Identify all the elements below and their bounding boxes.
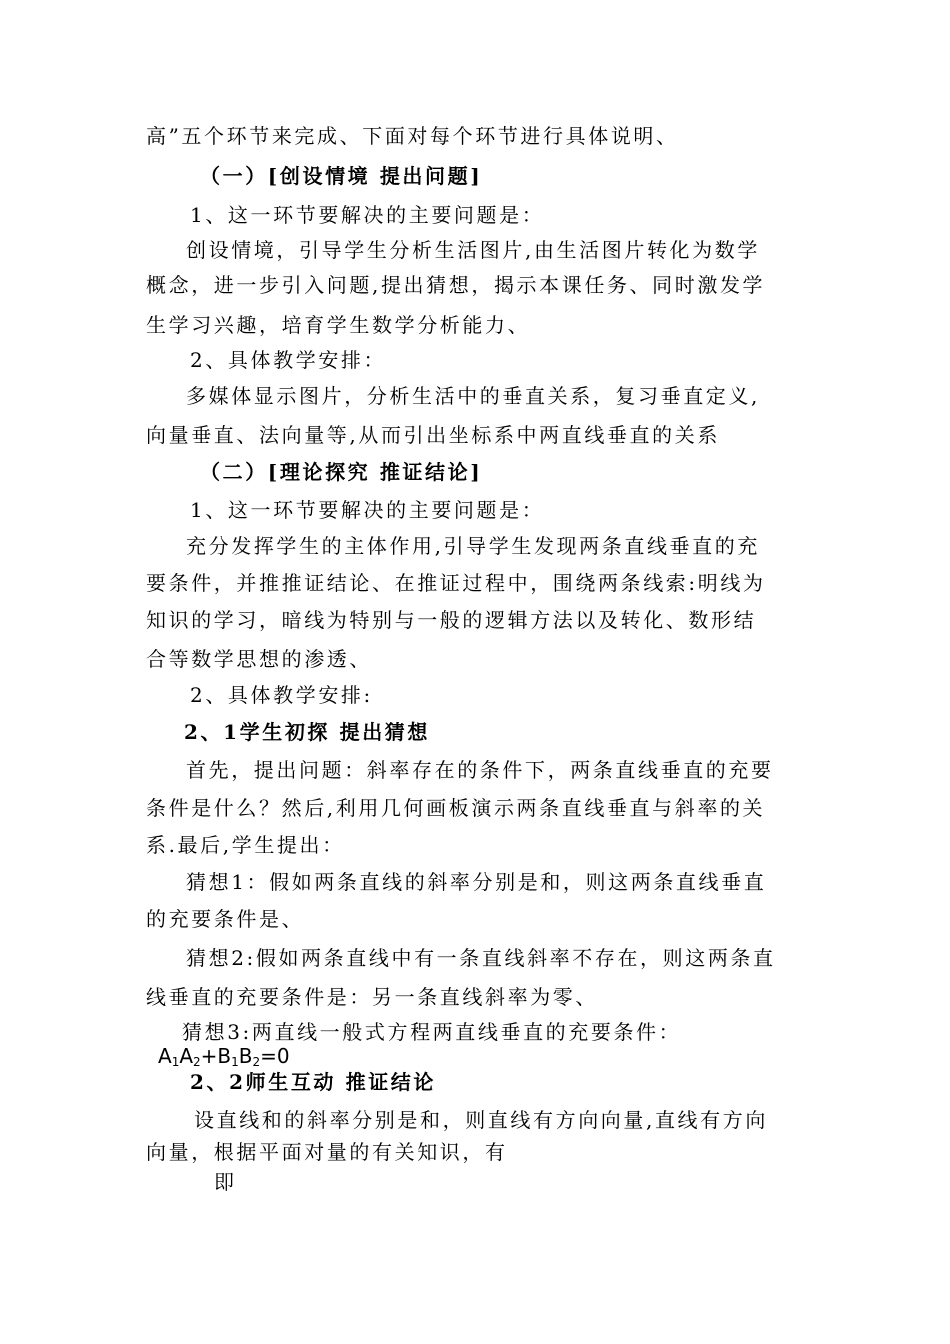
body-text: 猜想1：假如两条直线的斜率分别是和，则这两条直线垂直 [186,870,767,894]
body-text: 知识的学习，暗线为特别与一般的逻辑方法以及转化、数形结 [146,608,757,632]
section-heading: （二）[理论探究 推证结论] [200,460,483,484]
body-text: 猜想3:两直线一般式方程两直线垂直的充要条件： [182,1020,682,1044]
section-heading: （一）[创设情境 提出问题] [200,164,483,188]
body-text: 合等数学思想的渗透、 [146,647,372,671]
subsection-heading: 2、2师生互动 推证结论 [190,1070,436,1094]
body-text: 生学习兴趣，培育学生数学分析能力、 [146,313,531,337]
body-text: 条件是什么？然后,利用几何画板演示两条直线垂直与斜率的关 [146,796,766,820]
body-text: 高”五个环节来完成、下面对每个环节进行具体说明、 [146,124,679,148]
body-text: 1、这一环节要解决的主要问题是： [190,203,545,227]
body-text: 2、具体教学安排： [190,348,387,372]
body-text: 多媒体显示图片，分析生活中的垂直关系，复习垂直定义, [186,384,760,408]
body-text: 线垂直的充要条件是：另一条直线斜率为零、 [146,985,598,1009]
body-text: 首先，提出问题：斜率存在的条件下，两条直线垂直的充要 [186,758,774,782]
formula: $A_1A_2+B_1B_2=0$ [158,1044,290,1069]
body-text: 的充要条件是、 [146,907,305,931]
body-text: 向量，根据平面对量的有关知识，有 [146,1140,508,1164]
body-text: 向量垂直、法向量等,从而引出坐标系中两直线垂直的关系 [146,423,720,447]
body-text: 系.最后,学生提出： [146,833,345,857]
body-text: 充分发挥学生的主体作用,引导学生发现两条直线垂直的充 [186,534,760,558]
body-text: 要条件，并推推证结论、在推证过程中，围绕两条线索:明线为 [146,571,766,595]
body-text: 设直线和的斜率分别是和，则直线有方向向量,直线有方向 [194,1108,768,1132]
subsection-heading: 2、1学生初探 提出猜想 [184,720,430,744]
body-text: 创设情境，引导学生分析生活图片,由生活图片转化为数学 [186,238,760,262]
body-text: 1、这一环节要解决的主要问题是： [190,498,545,522]
body-text: 猜想2:假如两条直线中有一条直线斜率不存在，则这两条直 [186,946,776,970]
body-text: 即 [214,1170,237,1194]
body-text: 概念，进一步引入问题,提出猜想，揭示本课任务、同时激发学 [146,273,766,297]
body-text: 2、具体教学安排: [190,683,373,707]
